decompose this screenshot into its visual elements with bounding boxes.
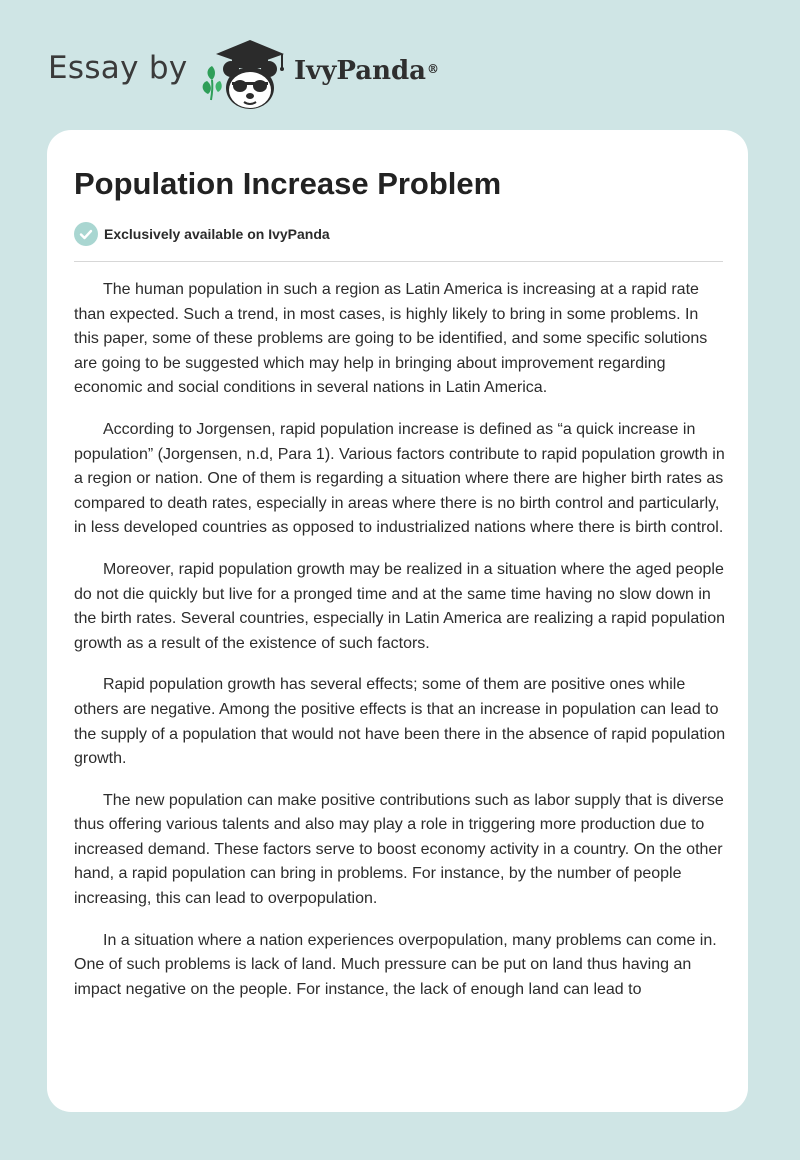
exclusive-badge-text: Exclusively available on IvyPanda xyxy=(104,226,330,242)
paragraph: The human population in such a region as Latin America is increasing at a rapid rate than expected. Such a trend, in most cases, is highly likely to bring in some problems. In this paper, some of these problems are going to be identified, and some specific solutions are going to be suggested which may help in bringing about improvement regarding economic and social conditions in several nations in Latin America. xyxy=(74,281,708,397)
paragraph: According to Jorgensen, rapid population increase is defined as “a quick increase in population” (Jorgensen, n.d, Para 1). Various factors contribute to rapid population growth in a region or nation. One of them is regarding a situation where there are higher birth rates as compared to death rates, especially in areas where there is no birth control and particularly, in less developed countries as opposed to industrialized nations where there is birth control. xyxy=(74,420,725,537)
essay-card xyxy=(47,130,748,1112)
check-circle-icon xyxy=(74,222,98,246)
brand-wordmark[interactable] xyxy=(294,54,439,88)
brand-name: IvyPanda xyxy=(294,56,427,86)
site-header xyxy=(0,0,800,130)
paragraph: Rapid population growth has several effects; some of them are positive ones while others are negative. Among the positive effects is that an increase in population can lead to the supply of a population that would not have been there in the absence of rapid population growth. xyxy=(74,676,726,768)
paragraph: Moreover, rapid population growth may be realized in a situation where the aged people do not die quickly but live for a pronged time and at the same time having no slow down in the birth rates. Several countries, especially in Latin America are realizing a rapid population growth as a result of the existence of such factors. xyxy=(74,560,726,652)
registered-mark: ® xyxy=(427,62,440,76)
page-title: Population Increase Problem xyxy=(74,166,502,201)
title-divider xyxy=(74,261,723,262)
essay-by-label: Essay by xyxy=(48,50,188,86)
panda-logo-icon[interactable] xyxy=(198,36,294,112)
exclusive-badge xyxy=(74,222,330,246)
panda-logo-graphic xyxy=(198,36,294,112)
paragraph: The new population can make positive contributions such as labor supply that is diverse thus offering various talents and also may play a role in triggering more production due to increased demand. These factors serve to boost economy activity in a country. On the other hand, a rapid population can bring in problems. For instance, by the number of people increasing, this can lead to overpopulation. xyxy=(74,791,724,908)
essay-body xyxy=(74,278,726,1019)
paragraph: In a situation where a nation experiences overpopulation, many problems can come in. One of such problems is lack of land. Much pressure can be put on land thus having an impact negative on the people. For instance, the lack of enough land can lead to xyxy=(74,931,717,998)
